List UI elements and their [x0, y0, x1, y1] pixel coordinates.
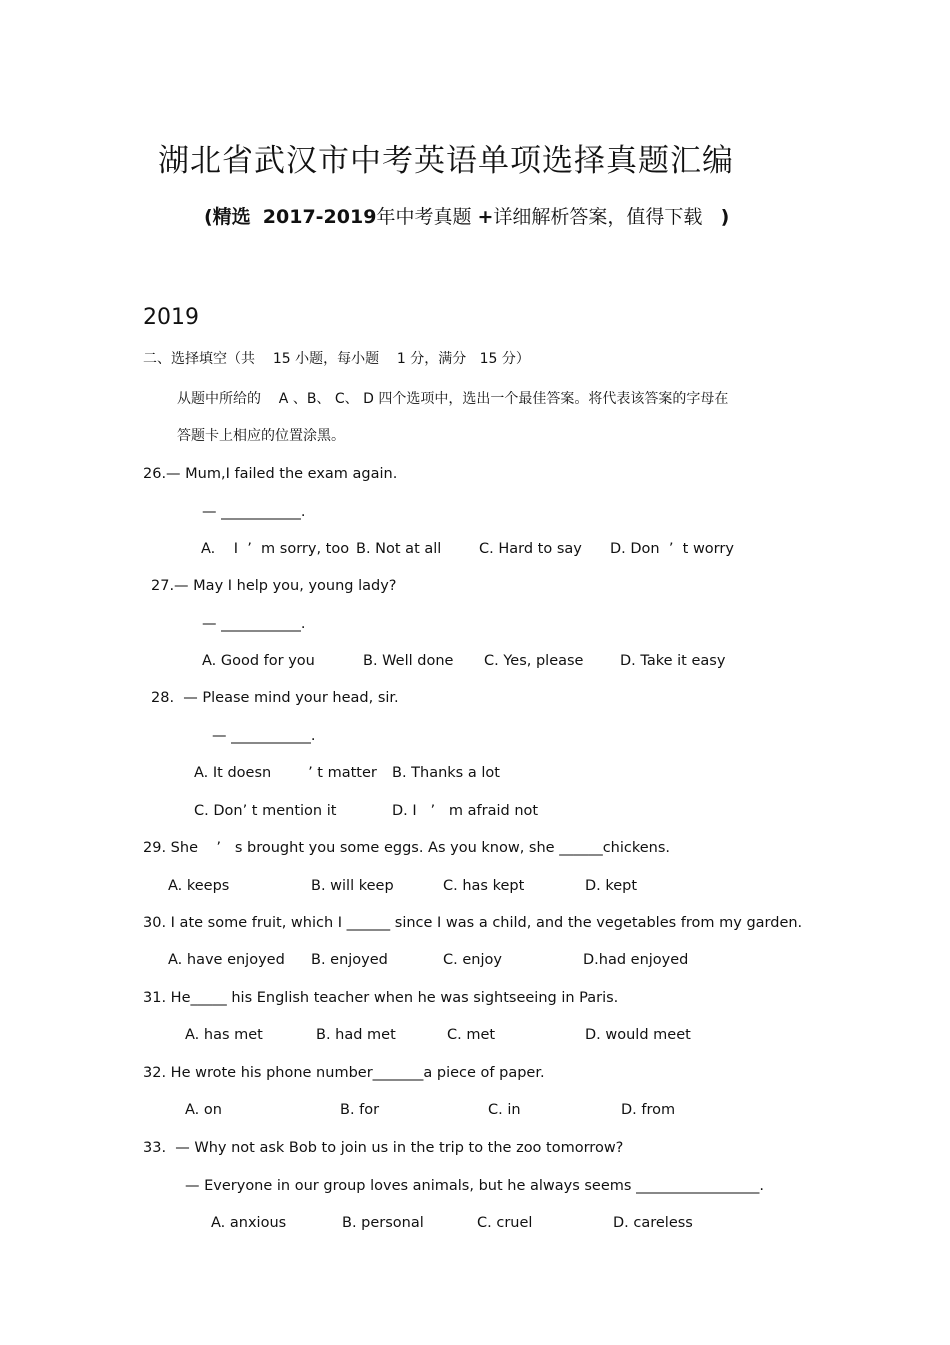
question-28-option-a: A. It doesn ’ t matter [194, 765, 377, 781]
question-27-option-b: B. Well done [363, 653, 454, 669]
subtitle [204, 208, 729, 227]
question-28-option-d: D. I ’ m afraid not [392, 803, 539, 819]
question-32-option-b: B. for [340, 1102, 380, 1118]
question-31-option-b: B. had met [316, 1027, 396, 1043]
question-29-option-d: D. kept [585, 878, 638, 894]
question-33-stem: 33. — Why not ask Bob to join us in the trip to the zoo tomorrow? [143, 1140, 624, 1156]
question-30-option-d: D.had enjoyed [583, 952, 689, 968]
question-28-option-b: B. Thanks a lot [392, 765, 500, 781]
question-31-option-a: A. has met [185, 1027, 263, 1043]
subtitle-close: ) [720, 206, 730, 228]
page-title: 湖北省武汉市中考英语单项选择真题汇编 [158, 143, 734, 179]
question-27-option-a: A. Good for you [202, 653, 315, 669]
question-30-option-c: C. enjoy [443, 952, 502, 968]
subtitle-rest: 详细解析答案，值得下载 [493, 206, 703, 228]
question-33-option-b: B. personal [342, 1215, 424, 1231]
question-32-option-c: C. in [488, 1102, 521, 1118]
question-29-option-c: C. has kept [443, 878, 525, 894]
question-26-reply: — ___________. [202, 504, 306, 520]
question-32-option-a: A. on [185, 1102, 222, 1118]
question-29-option-a: A. keeps [168, 878, 230, 894]
question-28-reply: — ___________. [212, 728, 316, 744]
subtitle-years: 2017-2019 [262, 206, 377, 228]
question-31-option-c: C. met [447, 1027, 496, 1043]
subtitle-open: (精选 [204, 206, 251, 228]
question-26-option-b: B. Not at all [356, 541, 442, 557]
year-heading: 2019 [143, 305, 199, 330]
section-heading [143, 352, 530, 366]
question-31-option-d: D. would meet [585, 1027, 691, 1043]
section-heading-c: 1 分，满分 [396, 351, 467, 367]
question-27-option-d: D. Take it easy [620, 653, 726, 669]
instruction-line-1: 从题中所给的 A 、B、 C、 D 四个选项中，选出一个最佳答案。将代表该答案的字母在 [177, 391, 729, 407]
question-33-reply: — Everyone in our group loves animals, but he always seems _________________. [185, 1178, 764, 1194]
question-32-stem: 32. He wrote his phone number_______a piece of paper. [143, 1065, 545, 1081]
subtitle-mid: 年中考真题 [376, 206, 472, 228]
question-27-option-c: C. Yes, please [484, 653, 584, 669]
question-30-stem: 30. I ate some fruit, which I ______ since I was a child, and the vegetables from my garden. [143, 915, 803, 931]
instruction-line-2: 答题卡上相应的位置涂黑。 [177, 428, 345, 444]
question-33-option-a: A. anxious [211, 1215, 287, 1231]
question-26-option-c: C. Hard to say [479, 541, 582, 557]
question-33-option-d: D. careless [613, 1215, 693, 1231]
section-heading-a: 二、选择填空（共 [143, 351, 255, 367]
subtitle-plus: + [477, 206, 494, 228]
question-26-option-d: D. Don ’ t worry [610, 541, 734, 557]
question-30-option-b: B. enjoyed [311, 952, 388, 968]
section-heading-d: 15 分） [479, 351, 530, 367]
question-26-stem: 26.— Mum,I failed the exam again. [143, 466, 398, 482]
question-33-option-c: C. cruel [477, 1215, 533, 1231]
question-26-option-a: A. I ’ m sorry, too [201, 541, 350, 557]
question-32-option-d: D. from [621, 1102, 676, 1118]
question-27-stem: 27.— May I help you, young lady? [151, 578, 397, 594]
question-31-stem: 31. He_____ his English teacher when he was sightseeing in Paris. [143, 990, 619, 1006]
question-30-option-a: A. have enjoyed [168, 952, 285, 968]
question-29-option-b: B. will keep [311, 878, 394, 894]
question-27-reply: — ___________. [202, 616, 306, 632]
question-29-stem: 29. She ’ s brought you some eggs. As you know, she ______chickens. [143, 840, 671, 856]
section-heading-b: 15 小题，每小题 [272, 351, 380, 367]
question-28-stem: 28. — Please mind your head, sir. [151, 690, 399, 706]
question-28-option-c: C. Don’ t mention it [194, 803, 337, 819]
